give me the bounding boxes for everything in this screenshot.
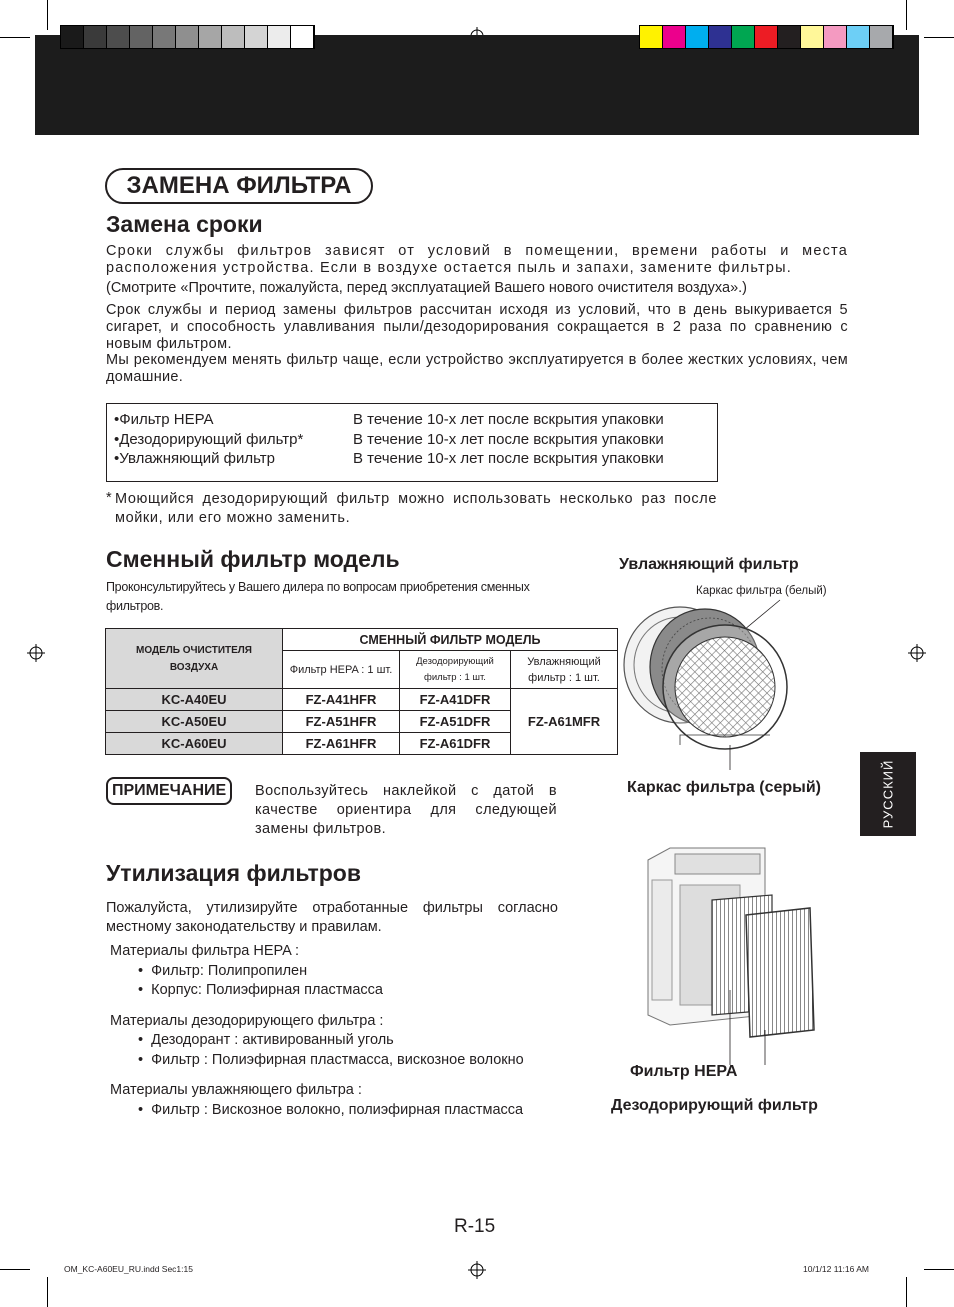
- note-text: Воспользуйтесь наклейкой с датой в качестве ориентира для следующей замены фильтров.: [255, 783, 557, 837]
- hum-subheader: Увлажняющий фильтр : 1 шт.: [511, 651, 618, 689]
- process-color-bar: [639, 25, 894, 49]
- models-intro: Проконсультируйтесь у Вашего дилера по вопросам приобретения сменных фильтров.: [106, 580, 530, 613]
- paragraph: Мы рекомендуем менять фильтр чаще, если устройство эксплуатируется в более жестких условиях, чем домашние.: [106, 352, 848, 385]
- section-heading-disposal: Утилизация фильтров: [106, 860, 361, 886]
- page-title: ЗАМЕНА ФИЛЬТРА: [105, 168, 373, 204]
- registration-mark-icon: [468, 1261, 486, 1279]
- hepa-subheader: Фильтр HEPA : 1 шт.: [283, 651, 400, 689]
- gray-swatch: [245, 26, 268, 48]
- model-cell: KC-A40EU: [106, 689, 283, 711]
- section-heading-models: Сменный фильтр модель: [106, 546, 400, 572]
- model-table: [105, 628, 618, 755]
- deo-cell: FZ-A61DFR: [400, 733, 511, 755]
- life-name: •Дезодорирующий фильтр*: [114, 431, 304, 448]
- paragraph: (Смотрите «Прочтите, пожалуйста, перед эксплуатацией Вашего нового очистителя воздуха».): [106, 280, 747, 296]
- section-heading-replacement: Замена сроки: [106, 211, 263, 237]
- gray-swatch: [130, 26, 153, 48]
- gray-swatch: [61, 26, 84, 48]
- hepa-cell: FZ-A51HFR: [283, 711, 400, 733]
- crop-mark: [0, 37, 30, 38]
- gray-swatch: [176, 26, 199, 48]
- gray-swatch: [291, 26, 314, 48]
- page-number: R-15: [454, 1216, 496, 1237]
- frame-white-label: Каркас фильтра (белый): [696, 585, 827, 597]
- color-swatch: [847, 26, 870, 48]
- color-swatch: [732, 26, 755, 48]
- crop-mark: [0, 1269, 30, 1270]
- color-swatch: [778, 26, 801, 48]
- hepa-filter-label: Фильтр HEPA: [630, 1063, 738, 1080]
- footer-file: OM_KC-A60EU_RU.indd Sec1:15: [64, 1264, 193, 1274]
- note-badge: ПРИМЕЧАНИЕ: [106, 777, 232, 805]
- paragraph: Сроки службы фильтров зависят от условий в помещении, времени работы и места расположения устройства. Если в воздухе остается пыль и запахи, замените фильтры.: [106, 243, 848, 276]
- material-item-text: Дезодорант : активированный уголь: [151, 1032, 394, 1048]
- material-group-title: Материалы увлажняющего фильтра :: [110, 1082, 362, 1098]
- color-swatch: [824, 26, 847, 48]
- crop-mark: [924, 1269, 954, 1270]
- gray-swatch: [199, 26, 222, 48]
- color-swatch: [801, 26, 824, 48]
- deo-filter-label: Дезодорирующий фильтр: [611, 1097, 818, 1114]
- deo-subheader: Дезодорирующий фильтр : 1 шт.: [400, 651, 511, 689]
- material-item: • Фильтр : Полиэфирная пластмасса, вискозное волокно: [138, 1052, 524, 1068]
- material-item: • Фильтр : Вискозное волокно, полиэфирная пластмасса: [138, 1102, 524, 1118]
- header-band: [35, 35, 919, 135]
- gray-swatch: [84, 26, 107, 48]
- hum-filter-label: Увлажняющий фильтр: [619, 556, 799, 573]
- gray-swatch: [153, 26, 176, 48]
- hepa-cell: FZ-A61HFR: [283, 733, 400, 755]
- material-item-text: Фильтр : Полиэфирная пластмасса, вискозное волокно: [151, 1052, 524, 1068]
- disposal-intro: Пожалуйста, утилизируйте отработанные фильтры согласно местному законодательству и правилам.: [106, 900, 558, 935]
- language-tab-label: РУССКИЙ: [880, 759, 896, 829]
- humidifying-filter-illustration: [610, 595, 860, 770]
- model-header: МОДЕЛЬ ОЧИСТИТЕЛЯ ВОЗДУХА: [106, 629, 283, 689]
- hepa-cell: FZ-A41HFR: [283, 689, 400, 711]
- material-item: • Фильтр: Полипропилен: [138, 963, 308, 979]
- language-tab: [860, 752, 916, 836]
- material-item: • Дезодорант : активированный уголь: [138, 1032, 394, 1048]
- life-period: В течение 10-х лет после вскрытия упаковки: [353, 450, 664, 467]
- hum-cell: FZ-A61MFR: [511, 689, 618, 755]
- crop-mark: [924, 37, 954, 38]
- color-swatch: [663, 26, 686, 48]
- material-group-title: Материалы фильтра HEPA :: [110, 943, 300, 959]
- color-swatch: [686, 26, 709, 48]
- material-item-text: Фильтр: Полипропилен: [151, 963, 308, 979]
- color-swatch: [709, 26, 732, 48]
- life-period: В течение 10-х лет после вскрытия упаковки: [353, 411, 664, 428]
- crop-mark: [906, 0, 907, 30]
- footnote-mark: *: [106, 490, 112, 506]
- footer-date: 10/1/12 11:16 AM: [803, 1264, 870, 1274]
- registration-mark-icon: [908, 644, 926, 662]
- filter-life-table: [106, 403, 718, 482]
- gray-swatch: [268, 26, 291, 48]
- registration-mark-icon: [27, 644, 45, 662]
- gray-color-bar: [60, 25, 315, 49]
- material-item-text: Фильтр : Вискозное волокно, полиэфирная пластмасса: [151, 1102, 524, 1118]
- purifier-filters-illustration: [640, 840, 840, 1065]
- color-swatch: [640, 26, 663, 48]
- filter-model-header: СМЕННЫЙ ФИЛЬТР МОДЕЛЬ: [283, 629, 618, 651]
- footnote: Моющийся дезодорирующий фильтр можно использовать несколько раз после мойки, или его можно заменить.: [115, 491, 717, 526]
- material-item-text: Корпус: Полиэфирная пластмасса: [151, 982, 383, 998]
- frame-gray-label: Каркас фильтра (серый): [627, 779, 821, 796]
- life-name: •Фильтр HEPA: [114, 411, 214, 428]
- deo-cell: FZ-A41DFR: [400, 689, 511, 711]
- paragraph: Срок службы и период замены фильтров рассчитан исходя из условий, что в день выкуривается 5 сигарет, и способность улавливания пыли/дезодорирования сокращается в 2 раза по сравнению с новым фильтром.: [106, 302, 848, 352]
- model-cell: KC-A60EU: [106, 733, 283, 755]
- life-period: В течение 10-х лет после вскрытия упаковки: [353, 431, 664, 448]
- model-cell: KC-A50EU: [106, 711, 283, 733]
- gray-swatch: [222, 26, 245, 48]
- material-item: • Корпус: Полиэфирная пластмасса: [138, 982, 383, 998]
- deo-cell: FZ-A51DFR: [400, 711, 511, 733]
- crop-mark: [47, 1277, 48, 1307]
- color-swatch: [755, 26, 778, 48]
- color-swatch: [870, 26, 893, 48]
- life-name: •Увлажняющий фильтр: [114, 450, 275, 467]
- crop-mark: [906, 1277, 907, 1307]
- crop-mark: [47, 0, 48, 30]
- material-group-title: Материалы дезодорирующего фильтра :: [110, 1013, 384, 1029]
- gray-swatch: [107, 26, 130, 48]
